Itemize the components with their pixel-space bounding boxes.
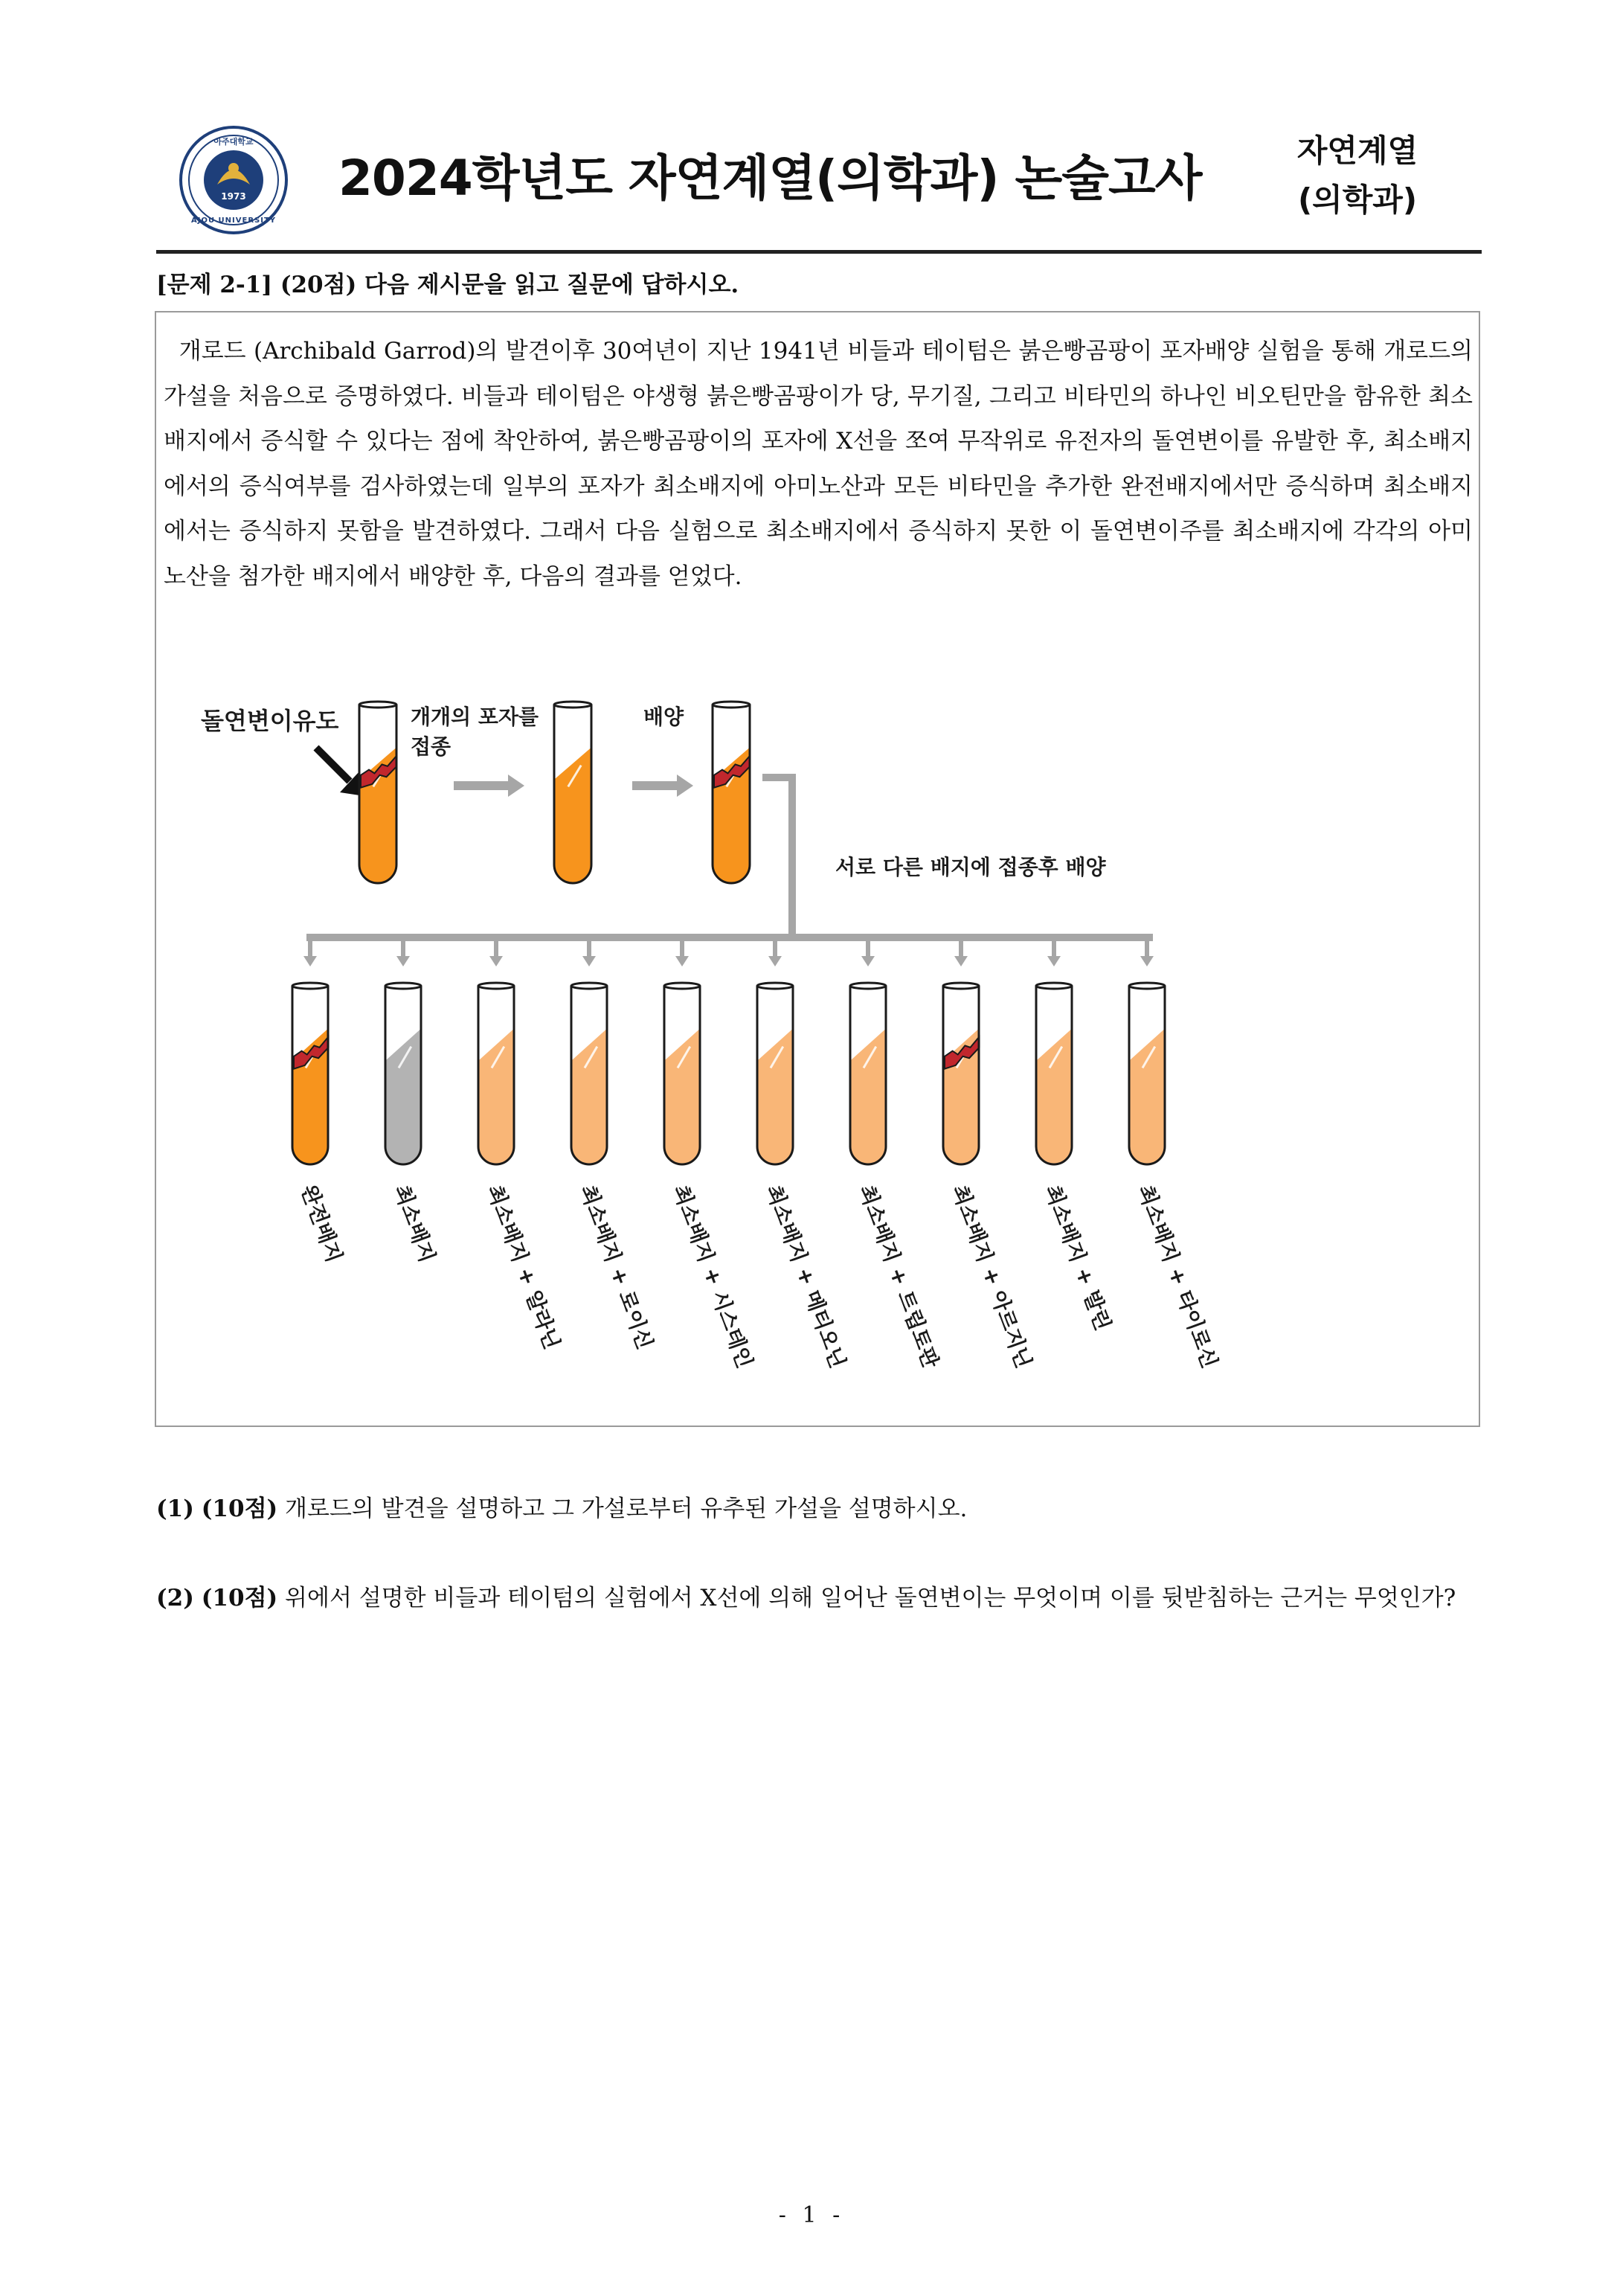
medium-label: 최소배지 + 트립토판 [854,1181,944,1372]
medium-label: 최소배지 [389,1181,440,1266]
logo-year: 1973 [221,191,246,202]
mutation-arrow [316,748,364,796]
medium-tube [850,983,886,1164]
header-divider [156,250,1482,254]
subquestion-1-points: (10점) [201,1495,278,1522]
medium-label: 최소배지 + 시스테인 [668,1181,758,1372]
process-arrow-1 [454,775,524,797]
medium-tube [757,983,793,1164]
medium-tube [664,983,700,1164]
subquestion-1-text: 개로드의 발견을 설명하고 그 가설로부터 유추된 가설을 설명하시오. [285,1495,968,1522]
drop-arrow [954,937,968,966]
medium-label: 최소배지 + 알라닌 [482,1181,565,1353]
label-culture: 배양 [643,705,684,729]
drop-arrow [768,937,782,966]
drop-arrow [675,937,689,966]
logo-top-text: 아주대학교 [213,137,254,147]
bottom-tube-row [292,983,1222,1372]
track-label [1279,126,1436,225]
medium-tube [1036,983,1072,1164]
subquestion-1-number: (1) [156,1495,194,1522]
medium-tube [943,983,980,1164]
medium-label: 최소배지 + 아르지닌 [947,1181,1037,1372]
drop-arrow [396,937,410,966]
tube-cultured [713,702,751,883]
label-inoculate-line1: 개개의 포자를 [411,705,539,729]
drop-arrow [303,937,317,966]
medium-label: 최소배지 + 발린 [1040,1181,1116,1334]
medium-label: 최소배지 + 로이신 [575,1181,658,1353]
process-arrow-2 [632,775,693,797]
subquestion-2-number: (2) [156,1585,194,1612]
subquestion-2-text: 위에서 설명한 비들과 테이텀의 실험에서 X선에 의해 일어난 돌연변이는 무엇이며 이를 뒷받침하는 근거는 무엇인가? [285,1585,1456,1612]
passage-text: 개로드 (Archibald Garrod)의 발견이후 30여년이 지난 1941년 비들과 테이텀은 붉은빵곰팡이 포자배양 실험을 통해 개로드의 가설을 처음으로 증명하였다. 비들과 테이텀은 야생형 붉은빵곰팡이가 당, 무기질, 그리고 비타민의 하나인 비오틴만을 함유한 최소배지에서 증식할 수 있다는 점에 착안하여, 붉은빵곰팡이의 포자에 X선을 쪼여 무작위로 유전자의 돌연변이를 유발한 후, 최소배지에서의 증식여부를 검사하였는데 일부의 포자가 최소배지에 아미노산과 모든 비타민을 추가한 완전배지에서만 증식하며 최소배지에서는 증식하지 못함을 발견하였다. 그래서 다음 실험으로 최소배지에서 증식하지 못한 이 돌연변이주를 최소배지에 각각의 아미노산을 첨가한 배지에서 배양한 후, 다음의 결과를 얻었다. [164,338,1473,590]
drop-arrow [861,937,875,966]
exam-title: 2024학년도 자연계열(의학과) 논술고사 [338,150,1202,207]
medium-tube [1129,983,1165,1164]
label-mutation-induction: 돌연변이유도 [201,707,339,735]
medium-tube [478,983,514,1164]
drop-arrow [489,937,503,966]
medium-tube [385,983,421,1164]
subquestion-2-points: (10점) [201,1585,278,1612]
medium-tube [292,983,329,1164]
subquestion-2 [156,1576,1482,1620]
drop-arrow [582,937,596,966]
page-number: - 1 - [778,2202,845,2228]
subquestion-1 [156,1487,1482,1531]
label-inoculate-line2: 접종 [411,734,451,759]
medium-label: 최소배지 + 메티오닌 [761,1181,851,1372]
drop-arrows [303,937,1154,966]
medium-tube [571,983,607,1164]
experiment-figure [167,688,1462,1417]
label-branch-culture: 서로 다른 배지에 접종후 배양 [835,855,1106,879]
question-heading: [문제 2-1] (20점) 다음 제시문을 읽고 질문에 답하시오. [156,272,739,298]
medium-label: 완전배지 [296,1181,347,1266]
medium-label: 최소배지 + 타이로신 [1133,1181,1223,1372]
tube-inoculated [554,702,591,883]
logo-ring-text: AJOU UNIVERSITY [190,217,277,225]
university-logo [179,125,289,235]
drop-arrow [1140,937,1154,966]
tube-mutagenized [359,702,397,883]
track-label-line1: 자연계열 [1296,132,1418,169]
drop-arrow [1047,937,1061,966]
track-label-line2: (의학과) [1297,182,1418,218]
